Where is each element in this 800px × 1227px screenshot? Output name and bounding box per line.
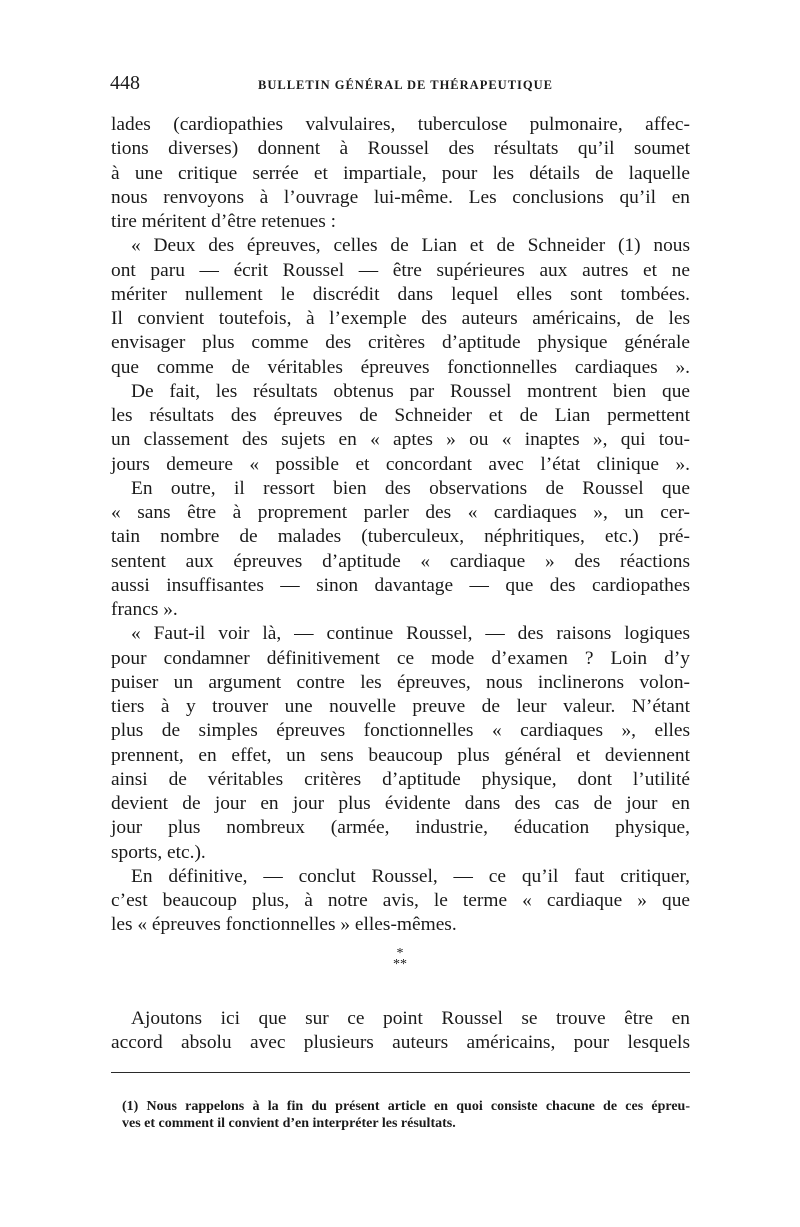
page-header xyxy=(110,72,700,96)
text-line: « Faut-il voir là, — continue Roussel, — des raisons logiques xyxy=(131,623,690,645)
text-line: envisager plus comme des critères d’aptitude physique générale xyxy=(111,332,690,354)
text-line: que comme de véritables épreuves fonctionnelles cardiaques ». xyxy=(111,356,690,378)
text-line: De fait, les résultats obtenus par Roussel montrent bien que xyxy=(131,380,690,402)
text-line: lades (cardiopathies valvulaires, tuberculose pulmonaire, affec- xyxy=(111,114,690,135)
running-title: BULLETIN GÉNÉRAL DE THÉRAPEUTIQUE xyxy=(258,78,553,92)
footnote xyxy=(122,1098,690,1132)
text-line: tain nombre de malades (tuberculeux, néphritiques, etc.) pré- xyxy=(111,526,690,548)
text-line: tire méritent d’être retenues : xyxy=(111,211,337,232)
text-line: prennent, en effet, un sens beaucoup plus général et deviennent xyxy=(111,744,690,766)
text-line: En définitive, — conclut Roussel, — ce qu’il faut critiquer, xyxy=(131,865,690,887)
text-line: ont paru — écrit Roussel — être supérieures aux autres et ne xyxy=(111,259,690,281)
text-line: puiser un argument contre les épreuves, nous inclinerons volon- xyxy=(111,671,690,693)
text-line: les « épreuves fonctionnelles » elles-mêmes. xyxy=(111,914,457,936)
text-line: nous renvoyons à l’ouvrage lui-même. Les conclusions qu’il en xyxy=(111,186,690,208)
text-line: Il convient toutefois, à l’exemple des auteurs américains, de les xyxy=(111,308,690,329)
text-line: Ajoutons ici que sur ce point Roussel se trouve être en xyxy=(131,1008,690,1029)
text-line: devient de jour en jour plus évidente dans des cas de jour en xyxy=(111,793,690,814)
text-line: les résultats des épreuves de Schneider et de Lian permettent xyxy=(111,405,690,426)
footnote-line: ves et comment il convient d’en interpréter les résultats. xyxy=(122,1116,456,1131)
text-line: aussi insuffisantes — sinon davantage — que des cardiopathes xyxy=(111,574,690,596)
text-line: accord absolu avec plusieurs auteurs américains, pour lesquels xyxy=(111,1032,690,1054)
main-text xyxy=(111,113,690,938)
footnote-divider xyxy=(111,1072,690,1073)
text-line: francs ». xyxy=(111,599,178,620)
text-line: sentent aux épreuves d’aptitude « cardiaque » des réactions xyxy=(111,550,690,572)
text-line: jours demeure « possible et concordant avec l’état clinique ». xyxy=(111,453,690,475)
text-line: sports, etc.). xyxy=(111,841,206,863)
text-line: c’est beaucoup plus, à notre avis, le terme « cardiaque » que xyxy=(111,890,690,911)
text-line: à une critique serrée et impartiale, pour les détails de laquelle xyxy=(111,162,690,184)
asterism-bottom: ** xyxy=(393,957,407,972)
text-line: « Deux des épreuves, celles de Lian et de Schneider (1) nous xyxy=(131,235,690,257)
text-line: « sans être à proprement parler des « cardiaques », un cer- xyxy=(111,502,690,523)
text-line: jour plus nombreux (armée, industrie, éducation physique, xyxy=(111,817,690,839)
text-line: En outre, il ressort bien des observations de Roussel que xyxy=(131,477,690,499)
section-asterism xyxy=(370,948,430,970)
text-line: un classement des sujets en « aptes » ou « inaptes », qui tou- xyxy=(111,429,690,451)
text-line: mériter nullement le discrédit dans lequel elles sont tombées. xyxy=(111,283,690,305)
closing-paragraph xyxy=(111,1007,690,1056)
text-line: tiers à y trouver une nouvelle preuve de leur valeur. N’étant xyxy=(111,696,690,717)
text-line: tions diverses) donnent à Roussel des résultats qu’il soumet xyxy=(111,138,690,160)
text-line: pour condamner définitivement ce mode d’examen ? Loin d’y xyxy=(111,647,690,669)
text-line: plus de simples épreuves fonctionnelles « cardiaques », elles xyxy=(111,720,690,742)
page-number: 448 xyxy=(110,72,140,94)
text-line: ainsi de véritables critères d’aptitude physique, dont l’utilité xyxy=(111,768,690,790)
asterism-top: * xyxy=(396,946,404,961)
footnote-line: (1) Nous rappelons à la fin du présent article en quoi consiste chacune de ces épreu- xyxy=(122,1099,690,1114)
